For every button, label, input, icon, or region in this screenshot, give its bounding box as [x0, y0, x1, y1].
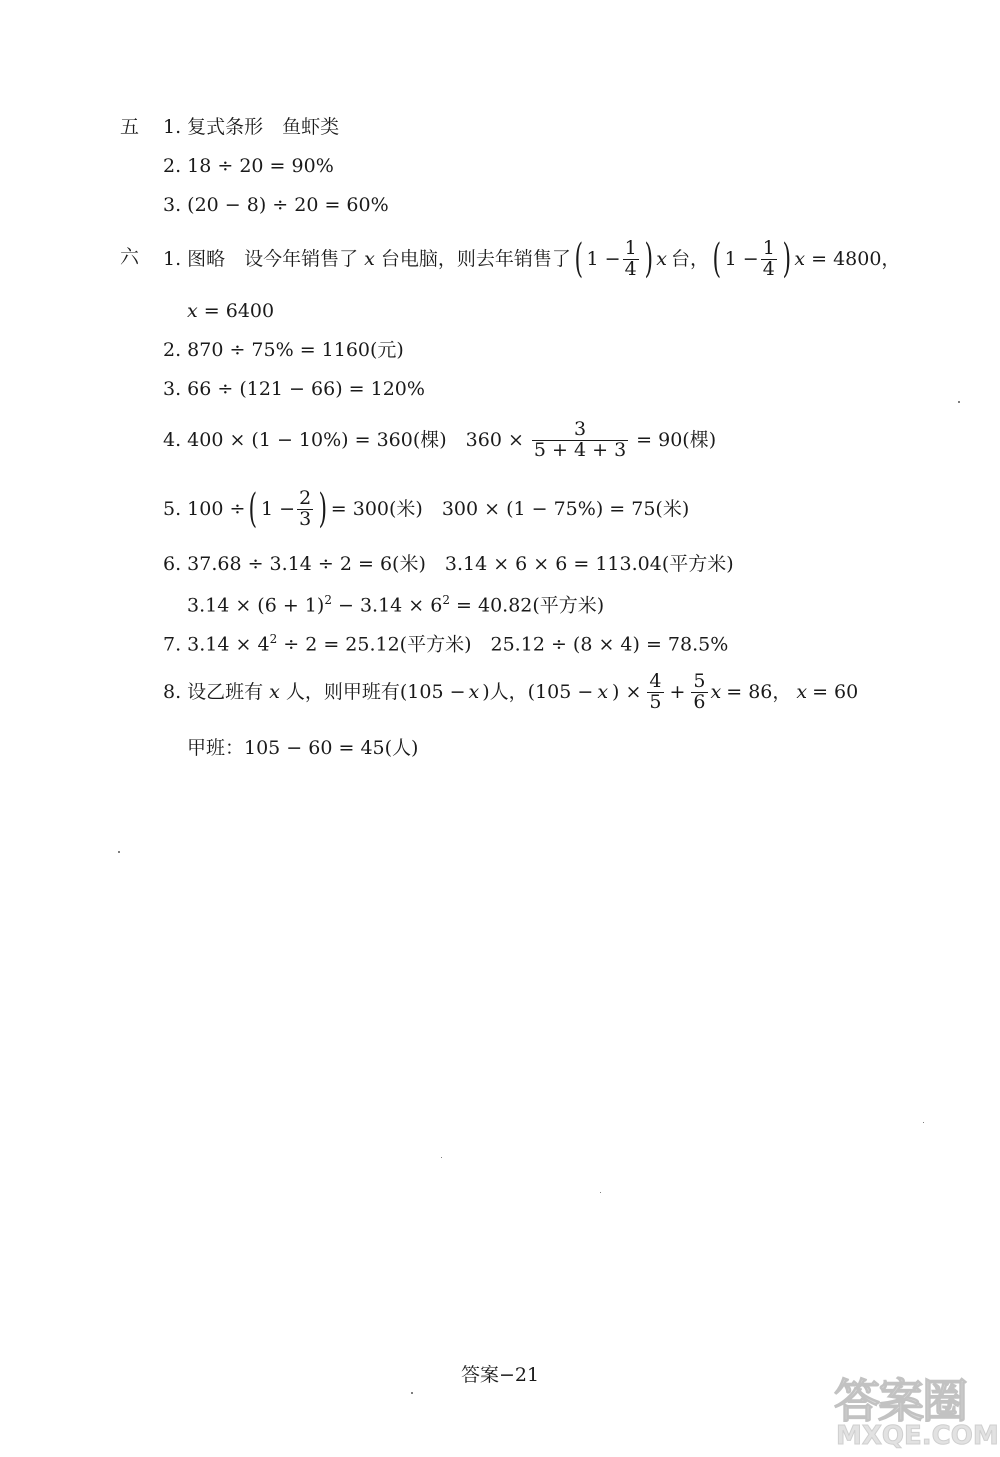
s6-q7-a: 7. 3.14 × 4 — [163, 633, 270, 656]
s6-q8-frac2-num: 5 — [693, 669, 706, 692]
s6-q5-paren-right: ) — [318, 486, 328, 532]
s6-q1-text-b: 台电脑，则去年销售了 — [380, 247, 571, 270]
s6-q1-one-minus2: 1 − — [724, 247, 759, 270]
s6-q5-frac-num: 2 — [299, 486, 312, 509]
s5-answer-1: 1. 复式条形 鱼虾类 — [163, 116, 340, 138]
s6-q4-text-a: 4. 400 × (1 − 10%) = 360(棵) 360 × — [163, 428, 524, 451]
s6-q5-one-minus: 1 − — [261, 497, 296, 520]
s6-q1-one-minus: 1 − — [586, 247, 621, 270]
s6-q1-paren-left: ( — [574, 236, 584, 282]
s5-answer-2: 2. 18 ÷ 20 = 90% — [163, 155, 334, 177]
s5-answer-3: 3. (20 − 8) ÷ 20 = 60% — [163, 194, 389, 216]
s6-q4-fraction — [532, 417, 628, 461]
s6-q4-frac-num: 3 — [573, 417, 587, 440]
s6-q6-sup1: 2 — [324, 593, 332, 607]
s6-answer-8 — [163, 667, 858, 717]
s6-q1-text-c: 台， — [671, 247, 710, 270]
s6-q8-d: ) × — [612, 680, 642, 703]
s6-q1-paren-left2: ( — [712, 236, 722, 282]
s6-q8-frac2-den: 6 — [693, 690, 706, 713]
s6-q8-var-x5: x — [796, 680, 808, 703]
s6-answer-1 — [163, 236, 900, 282]
s6-q5-fraction — [297, 486, 313, 530]
s6-q8-var-x4: x — [710, 680, 722, 703]
s6-q8-e: = 86， — [726, 680, 792, 703]
s6-q6-sup2: 2 — [442, 593, 450, 607]
s6-answer-2: 2. 870 ÷ 75% = 1160(元) — [163, 339, 404, 361]
s6-q1-frac-den: 4 — [624, 257, 637, 280]
s6-q4-frac-den: 5 + 4 + 3 — [533, 438, 627, 461]
s6-q5-frac-den: 3 — [299, 507, 312, 530]
s6-q8-frac1-den: 5 — [649, 690, 662, 713]
s6-q1-fraction2 — [761, 236, 777, 280]
s6-q1-text-a: 1. 图略 设今年销售了 — [163, 247, 359, 270]
s6-answer-6-line1: 6. 37.68 ÷ 3.14 ÷ 2 = 6(米) 3.14 × 6 × 6 = 113.04(平方米) — [163, 553, 734, 575]
s6-q6-line2-a: 3.14 × (6 + 1) — [187, 594, 325, 617]
s6-q1-text-d: = 4800， — [811, 247, 901, 270]
watermark-text-top: 答案圈 — [834, 1374, 966, 1428]
scan-speck — [441, 1157, 442, 1158]
scan-speck — [958, 401, 960, 403]
s6-q8-b: 人，则甲班有(105 − — [285, 680, 466, 703]
s6-answer-6-line2 — [187, 594, 604, 615]
s6-q1-paren-right: ) — [644, 236, 653, 282]
s6-q4-text-b: = 90(棵) — [636, 428, 717, 451]
s6-answer-7 — [163, 633, 728, 654]
watermark-logo — [834, 1365, 1000, 1457]
s6-q8-fraction1 — [647, 669, 663, 713]
s6-answer-1-line2 — [187, 302, 274, 321]
s6-q8-var-x3: x — [597, 680, 609, 703]
s6-q6-line2-c: = 40.82(平方米) — [450, 594, 605, 617]
s6-q8-fraction2 — [691, 669, 707, 713]
scan-speck — [923, 1122, 924, 1123]
section-5-label: 五 — [120, 116, 140, 138]
s6-q5-paren-left: ( — [248, 486, 258, 532]
s6-q1-line2-value: = 6400 — [203, 300, 275, 322]
s6-q8-f: = 60 — [812, 680, 859, 703]
s6-q1-frac-num: 1 — [624, 236, 637, 259]
scan-speck — [600, 1192, 601, 1193]
scan-speck — [118, 851, 120, 853]
s6-q8-a: 8. 设乙班有 — [163, 680, 264, 703]
s6-q5-text-b: = 300(米) 300 × (1 − 75%) = 75(米) — [330, 497, 690, 520]
s6-q8-plus: + — [669, 680, 686, 703]
s6-q1-var-x3: x — [794, 247, 806, 270]
s6-q1-frac2-den: 4 — [762, 257, 775, 280]
s6-q1-frac2-num: 1 — [762, 236, 775, 259]
page-number: 答案−21 — [460, 1364, 540, 1386]
s6-answer-8-line2: 甲班：105 − 60 = 45(人) — [187, 737, 419, 759]
s6-q1-var-x: x — [364, 247, 375, 270]
scan-speck — [411, 1392, 413, 1394]
s6-q5-text-a: 5. 100 ÷ — [163, 497, 246, 520]
s6-q7-b: ÷ 2 = 25.12(平方米) 25.12 ÷ (8 × 4) = 78.5% — [277, 633, 729, 656]
s6-q1-line2-var-x: x — [187, 300, 198, 322]
s6-answer-4 — [163, 415, 716, 465]
s6-q1-var-x2: x — [656, 247, 667, 270]
section-6-label: 六 — [120, 246, 140, 268]
watermark-text-bottom: MXQE.COM — [836, 1421, 999, 1451]
s6-q1-fraction — [623, 236, 639, 280]
s6-q8-var-x: x — [269, 680, 280, 703]
s6-q6-line2-b: − 3.14 × 6 — [331, 594, 443, 617]
s6-answer-5 — [163, 486, 689, 532]
s6-q7-sup: 2 — [269, 632, 278, 646]
s6-q8-var-x2: x — [468, 680, 480, 703]
s6-answer-3: 3. 66 ÷ (121 − 66) = 120% — [163, 378, 425, 400]
s6-q8-c: )人，(105 − — [482, 680, 594, 703]
s6-q8-frac1-num: 4 — [649, 669, 662, 692]
s6-q1-paren-right2: ) — [782, 236, 791, 282]
